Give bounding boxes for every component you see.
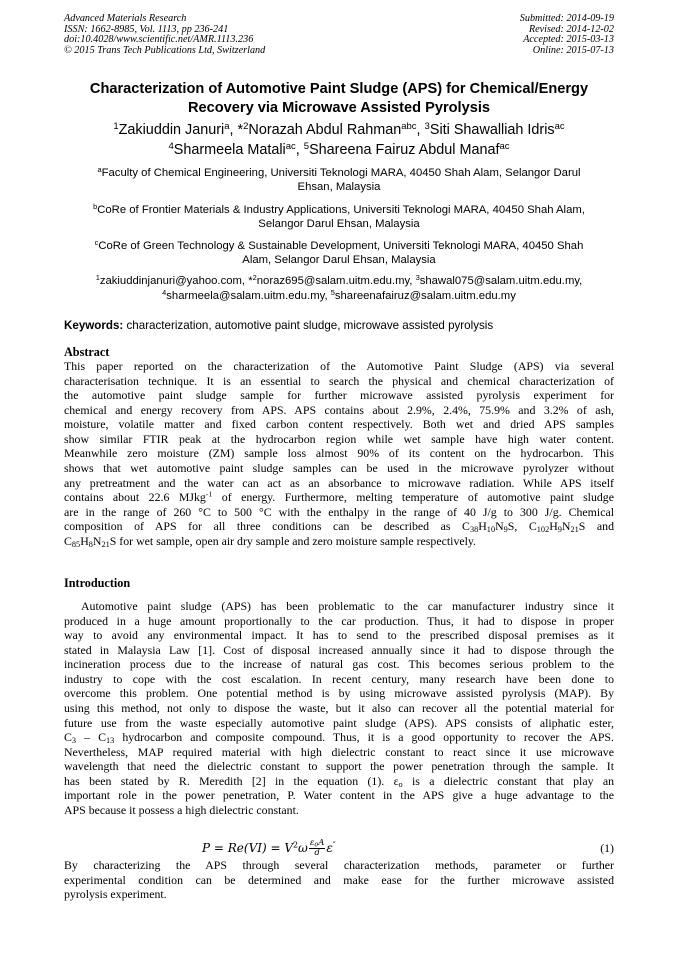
intro-line: using this method, not only to dispose the waste, but it also can recover all the potential material for: [64, 700, 614, 715]
abstract-line: show similar FTIR peak at the hydrocarbon region while wet sample have high water content.: [64, 431, 614, 446]
author-1: Zakiuddin Januri: [118, 122, 225, 138]
title-line-1: Characterization of Automotive Paint Sludge (APS) for Chemical/Energy: [89, 81, 589, 97]
abstract-line: characterisation technique. It is an essential to search the physical and chemical characterization of: [64, 373, 614, 388]
abstract-line: This paper reported on the characterization of the Automotive Paint Sludge (APS) via several: [64, 359, 614, 373]
email-2[interactable]: noraz695@salam.uitm.edu.my,: [256, 275, 413, 287]
abstract-body: [64, 359, 614, 548]
paragraph-line: By characterizing the APS through several characterization methods, parameter or further: [64, 858, 614, 872]
intro-line: industry to cope with the cost escalation. In recent century, many research have been done to: [64, 671, 614, 686]
intro-line: stated in Malaysia Law [1]. Cost of disposal increased annually since it had to dispose through the: [64, 642, 614, 657]
online-date: Online: 2015-07-13: [532, 44, 614, 56]
title-line-2: Recovery via Microwave Assisted Pyrolysis: [187, 99, 491, 116]
abstract-line: are in the range of 260 °C to 500 °C with the enthalpy in the range of 40 J/g to 300 J/g. Chemical: [64, 504, 614, 519]
article-doi[interactable]: doi:10.4028/www.scientific.net/AMR.1113.236: [64, 34, 254, 46]
author-3: Siti Shawalliah Idris: [429, 122, 555, 138]
affiliation-c-line-2: Alam, Selangor Darul Ehsan, Malaysia: [242, 254, 436, 267]
intro-line: Automotive paint sludge (APS) has been problematic to the car manufacturer industry since it: [81, 599, 614, 613]
abstract-line: composition of APS for all three conditions can be described as $C_{38}H_{10}N_9S$, $C_{102}H_9N_{21}S$ and: [64, 519, 614, 535]
abstract-line: moisture, volatile matter and fixed carbon content respectively. Both wet and dried APS samples: [64, 417, 614, 432]
abstract-line: contains about 22.6 MJkg$^{-1}$ of energy. Furthermore, melting temperature of automotive paint sludge: [64, 489, 614, 505]
introduction-body: [64, 599, 614, 817]
abstract-line: shows that wet automotive paint sludge samples can be used in the microwave pyrolyzer without: [64, 460, 614, 475]
author-2: Norazah Abdul Rahman: [248, 122, 402, 138]
intro-line: way to avoid any environmental impact. It has to send to the prescribed disposal premises as it: [64, 628, 614, 643]
keywords-text: characterization, automotive paint sludge, microwave assisted pyrolysis: [123, 319, 494, 332]
copyright-notice: © 2015 Trans Tech Publications Ltd, Switzerland: [64, 44, 266, 56]
affiliation-a: $^a$Faculty of Chemical Engineering, Universiti Teknologi MARA, 40450 Shah Alam, Selangor Darul Ehsan, Malaysia: [56, 166, 622, 195]
abstract-line: the automotive paint sludge sample for further microwave assisted pyrolysis experiment for: [64, 388, 614, 403]
journal-header-right: [520, 14, 614, 56]
equation-number: (1): [600, 841, 614, 855]
email-5[interactable]: shareenafairuz@salam.uitm.edu.my: [334, 289, 516, 302]
revised-date: Revised: 2014-12-02: [528, 23, 614, 35]
intro-line: important role in the power penetration, P. Water content in the APS give a huge advantage to the: [64, 788, 614, 803]
equation-1: [64, 837, 614, 859]
keywords-label: Keywords:: [64, 319, 124, 332]
paragraph-line: experimental condition can be determined and make ease for the further microwave assisted: [64, 872, 614, 887]
author-list: $^1$Zakiuddin Januri$^a$, *$^2$Norazah Abdul Rahman$^{abc}$, $^3$Siti Shawalliah Idris$^{ac}$ $^4$Sharmeela Matali$^{ac}$, $^5$Shareena Fairuz Abdul Manaf$^{ac}$: [113, 120, 565, 158]
abstract-line: chemical and energy recovery from APS. APS contains about 2.9%, 2.4%, 75.9% and 3.2% of ash,: [64, 402, 614, 417]
submitted-date: Submitted: 2014-09-19: [519, 13, 614, 24]
abstract-heading: Abstract: [64, 345, 110, 359]
intro-line: has been stated by R. Meredith [2] in the equation (1). $\varepsilon_o$ is a dielectric constant that play an: [64, 773, 615, 789]
email-3[interactable]: shawal075@salam.uitm.edu.my,: [419, 275, 583, 287]
journal-name: Advanced Materials Research: [64, 13, 187, 24]
introduction-heading: Introduction: [64, 576, 131, 590]
paper-title: [40, 80, 638, 117]
intro-line: wavelength that need the dielectric constant to support the power penetration through the sample. It: [64, 759, 614, 774]
affiliation-c-line-1: CoRe of Green Technology & Sustainable Development, Universiti Teknologi MARA, 40450 Shah: [98, 240, 584, 252]
affiliation-b: $^b$CoRe of Frontier Materials & Industry Applications, Universiti Teknologi MARA, 40450 Shah Alam, Selangor Darul Ehsan, Malaysia: [56, 203, 622, 232]
intro-line: incineration process due to the increase of natural gas cost. This becomes serious problem to the: [64, 657, 614, 672]
intro-line: $C_3 - C_{13}$ hydrocarbon and composite compound. Thus, it is a good opportunity to recover the APS.: [64, 730, 614, 746]
post-equation-paragraph: [64, 858, 614, 902]
email-4[interactable]: sharmeela@salam.uitm.edu.my,: [166, 289, 328, 302]
intro-line: overcome this problem. One potential method is by using microwave assisted pyrolysis (MAP). By: [64, 686, 614, 701]
author-emails: $^1$zakiuddinjanuri@yahoo.com, *$^2$noraz695@salam.uitm.edu.my, $^3$shawal075@salam.uitm.edu.my, $^4$sharmeela@salam.uitm.edu.my, $^5$shareenafairuz@salam.uitm.edu.my: [95, 272, 583, 302]
intro-line: Nevertheless, MAP required material with high dielectric constant to react since it use microwave: [64, 744, 614, 759]
keywords: [64, 319, 493, 333]
author-4: Sharmeela Matali: [173, 141, 286, 158]
affiliation-b-line-1: CoRe of Frontier Materials & Industry Applications, Universiti Teknologi MARA, 40450 Shah Alam,: [97, 204, 585, 216]
email-1[interactable]: zakiuddinjanuri@yahoo.com,: [99, 275, 246, 287]
accepted-date: Accepted: 2015-03-13: [523, 34, 614, 46]
intro-line: APS because it possess a high dielectric constant.: [64, 802, 299, 817]
abstract-line: any pretreatment and the water can act as an absorbance to microwave radiation. While APS itself: [64, 475, 614, 490]
affiliation-a-line-1: Faculty of Chemical Engineering, Universiti Teknologi MARA, 40450 Shah Alam, Selangor Darul: [101, 167, 581, 179]
paragraph-line: pyrolysis experiment.: [64, 887, 167, 902]
journal-issn: ISSN: 1662-8985, Vol. 1113, pp 236-241: [64, 23, 229, 35]
abstract-line: $C_{85}H_8N_{21}S$ for wet sample, open air dry sample and zero moisture sample respectively.: [64, 533, 477, 549]
intro-line: produced in a huge amount proportionally to the car production. Thus, it had to dispose in proper: [64, 613, 614, 628]
author-5: Shareena Fairuz Abdul Manaf: [309, 141, 500, 158]
affiliation-c: $^c$CoRe of Green Technology & Sustainable Development, Universiti Teknologi MARA, 40450 Shah Alam, Selangor Darul Ehsan, Malaysia: [56, 239, 622, 268]
affiliation-b-line-2: Selangor Darul Ehsan, Malaysia: [258, 218, 420, 231]
equation-expression: $P = Re(VI) = V^2\omega$ $\frac{\varepsilon_0A}{d}$ ε″: [202, 838, 336, 858]
journal-header-left: [64, 14, 265, 56]
abstract-line: Meanwhile zero moisture (ZM) sample loss almost 90% of its content on the hydrocarbon. This: [64, 446, 614, 461]
intro-line: future use from the waste especially automotive paint sludge (APS). APS consists of aliphatic ester,: [64, 715, 614, 730]
affiliation-a-line-2: Ehsan, Malaysia: [297, 181, 381, 194]
